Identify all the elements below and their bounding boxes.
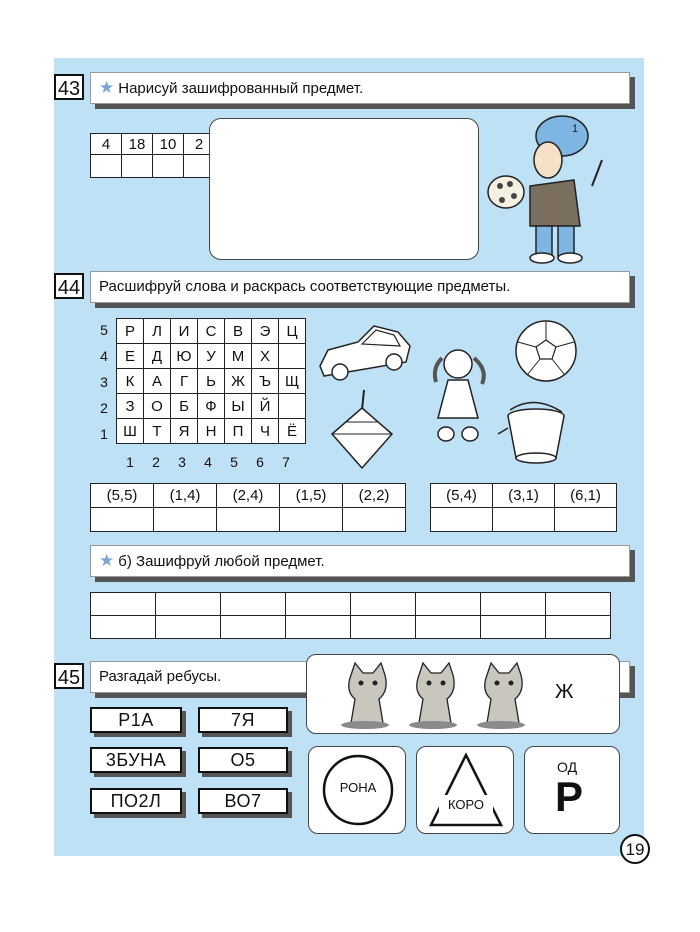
cat-icon	[335, 661, 397, 729]
code-cell: (2,4)	[217, 484, 280, 508]
answer-cell[interactable]	[153, 155, 184, 178]
rebus-item: ВО7	[198, 788, 288, 814]
answer-cell[interactable]	[154, 508, 217, 532]
triangle-word: КОРО	[447, 797, 485, 812]
task-43-number: 43	[54, 74, 84, 100]
answer-cell[interactable]	[546, 593, 611, 616]
bucket-illustration	[494, 400, 578, 466]
code-cell: 2	[184, 134, 215, 155]
circle-word: РОНА	[339, 780, 377, 795]
col-label: 3	[178, 454, 186, 470]
doll-illustration	[418, 344, 498, 448]
row-label: 3	[100, 374, 108, 390]
grid-cell: Ю	[171, 344, 198, 369]
grid-cell: В	[225, 319, 252, 344]
code-cell: (6,1)	[555, 484, 617, 508]
grid-cell: М	[225, 344, 252, 369]
page-number: 19	[620, 834, 650, 864]
car-illustration	[314, 316, 414, 388]
drawing-area[interactable]	[209, 118, 479, 260]
cat-icon	[403, 661, 465, 729]
grid-cell: Щ	[279, 369, 306, 394]
answer-cell[interactable]	[156, 593, 221, 616]
task-44b-header	[90, 545, 630, 577]
code-cell: (1,4)	[154, 484, 217, 508]
answer-cell[interactable]	[91, 155, 122, 178]
grid-cell: И	[171, 319, 198, 344]
code-cell: 18	[122, 134, 153, 155]
grid-cell: Ж	[225, 369, 252, 394]
col-label: 7	[282, 454, 290, 470]
answer-cell[interactable]	[555, 508, 617, 532]
grid-cell: Е	[117, 344, 144, 369]
answer-cell[interactable]	[351, 593, 416, 616]
decode-table-1	[90, 483, 406, 532]
star-icon: ★	[99, 551, 115, 570]
answer-cell[interactable]	[221, 593, 286, 616]
task-43-header	[90, 72, 630, 104]
cats-letter: Ж	[555, 681, 574, 703]
grid-cell: К	[117, 369, 144, 394]
row-label: 2	[100, 400, 108, 416]
answer-cell[interactable]	[431, 508, 493, 532]
answer-cell[interactable]	[221, 616, 286, 639]
code-cell: (1,5)	[280, 484, 343, 508]
grid-cell: Х	[252, 344, 279, 369]
code-cell: 4	[91, 134, 122, 155]
svg-text:1: 1	[572, 123, 579, 135]
rebus-triangle-card	[416, 746, 514, 834]
task-44b-title: б) Зашифруй любой предмет.	[118, 553, 325, 570]
answer-cell[interactable]	[280, 508, 343, 532]
od-prefix: ОД	[557, 759, 578, 775]
grid-cell: Н	[198, 419, 225, 444]
grid-cell: Р	[117, 319, 144, 344]
answer-cell[interactable]	[91, 508, 154, 532]
answer-cell[interactable]	[493, 508, 555, 532]
grid-cell: Ф	[198, 394, 225, 419]
task-43-title: Нарисуй зашифрованный предмет.	[118, 80, 364, 97]
answer-cell[interactable]	[481, 593, 546, 616]
row-label: 4	[100, 348, 108, 364]
grid-cell: П	[225, 419, 252, 444]
code-cell: (5,5)	[91, 484, 154, 508]
grid-cell: Т	[144, 419, 171, 444]
painter-illustration	[484, 108, 624, 268]
letter-grid	[116, 318, 306, 444]
grid-cell: О	[144, 394, 171, 419]
answer-cell[interactable]	[217, 508, 280, 532]
grid-cell: Ы	[225, 394, 252, 419]
answer-cell[interactable]	[156, 616, 221, 639]
code-cell: 10	[153, 134, 184, 155]
answer-cell[interactable]	[91, 593, 156, 616]
grid-cell: Э	[252, 319, 279, 344]
answer-cell[interactable]	[343, 508, 406, 532]
grid-cell	[279, 344, 306, 369]
grid-cell: Б	[171, 394, 198, 419]
grid-cell: С	[198, 319, 225, 344]
decode-table-2	[430, 483, 617, 532]
rebus-item: 7Я	[198, 707, 288, 733]
answer-cell[interactable]	[416, 616, 481, 639]
row-label: 1	[100, 426, 108, 442]
grid-cell: Л	[144, 319, 171, 344]
col-label: 4	[204, 454, 212, 470]
grid-cell	[279, 394, 306, 419]
grid-cell: Ё	[279, 419, 306, 444]
letter-a-triangle-icon	[425, 751, 507, 831]
grid-cell: Ъ	[252, 369, 279, 394]
col-label: 1	[126, 454, 134, 470]
task-44-title: Расшифруй слова и раскрась соответствующие предметы.	[99, 278, 511, 295]
code-cell: (2,2)	[343, 484, 406, 508]
rebus-item: Р1А	[90, 707, 182, 733]
grid-cell: Ь	[198, 369, 225, 394]
answer-cell[interactable]	[481, 616, 546, 639]
answer-cell[interactable]	[416, 593, 481, 616]
grid-cell: Г	[171, 369, 198, 394]
ball-illustration	[512, 318, 580, 384]
rebus-cats-card	[306, 654, 620, 734]
grid-cell: Я	[171, 419, 198, 444]
col-label: 5	[230, 454, 238, 470]
col-label: 6	[256, 454, 264, 470]
answer-cell[interactable]	[286, 593, 351, 616]
grid-cell: Ч	[252, 419, 279, 444]
row-label: 5	[100, 322, 108, 338]
code-cell: (5,4)	[431, 484, 493, 508]
answer-cell[interactable]	[286, 616, 351, 639]
grid-cell: Ц	[279, 319, 306, 344]
grid-cell: Ш	[117, 419, 144, 444]
grid-cell: У	[198, 344, 225, 369]
task-44-header	[90, 271, 630, 303]
encode-table	[90, 592, 611, 639]
answer-cell[interactable]	[351, 616, 416, 639]
cat-icon	[471, 661, 533, 729]
grid-cell: А	[144, 369, 171, 394]
answer-cell[interactable]	[122, 155, 153, 178]
task-45-number: 45	[54, 663, 84, 689]
grid-cell: Д	[144, 344, 171, 369]
rebus-letter-card	[524, 746, 620, 834]
rebus-item: 3БУНА	[90, 747, 182, 773]
code-cell: (3,1)	[493, 484, 555, 508]
rebus-item: ПО2Л	[90, 788, 182, 814]
grid-cell: З	[117, 394, 144, 419]
big-letter: Р	[555, 773, 584, 820]
rebus-item: О5	[198, 747, 288, 773]
task-44-number: 44	[54, 273, 84, 299]
answer-cell[interactable]	[546, 616, 611, 639]
task-45-title: Разгадай ребусы.	[99, 668, 222, 685]
rebus-circle-card	[308, 746, 406, 834]
star-icon: ★	[99, 78, 115, 97]
grid-cell: Й	[252, 394, 279, 419]
spinning-top-illustration	[326, 388, 396, 470]
answer-cell[interactable]	[91, 616, 156, 639]
col-label: 2	[152, 454, 160, 470]
